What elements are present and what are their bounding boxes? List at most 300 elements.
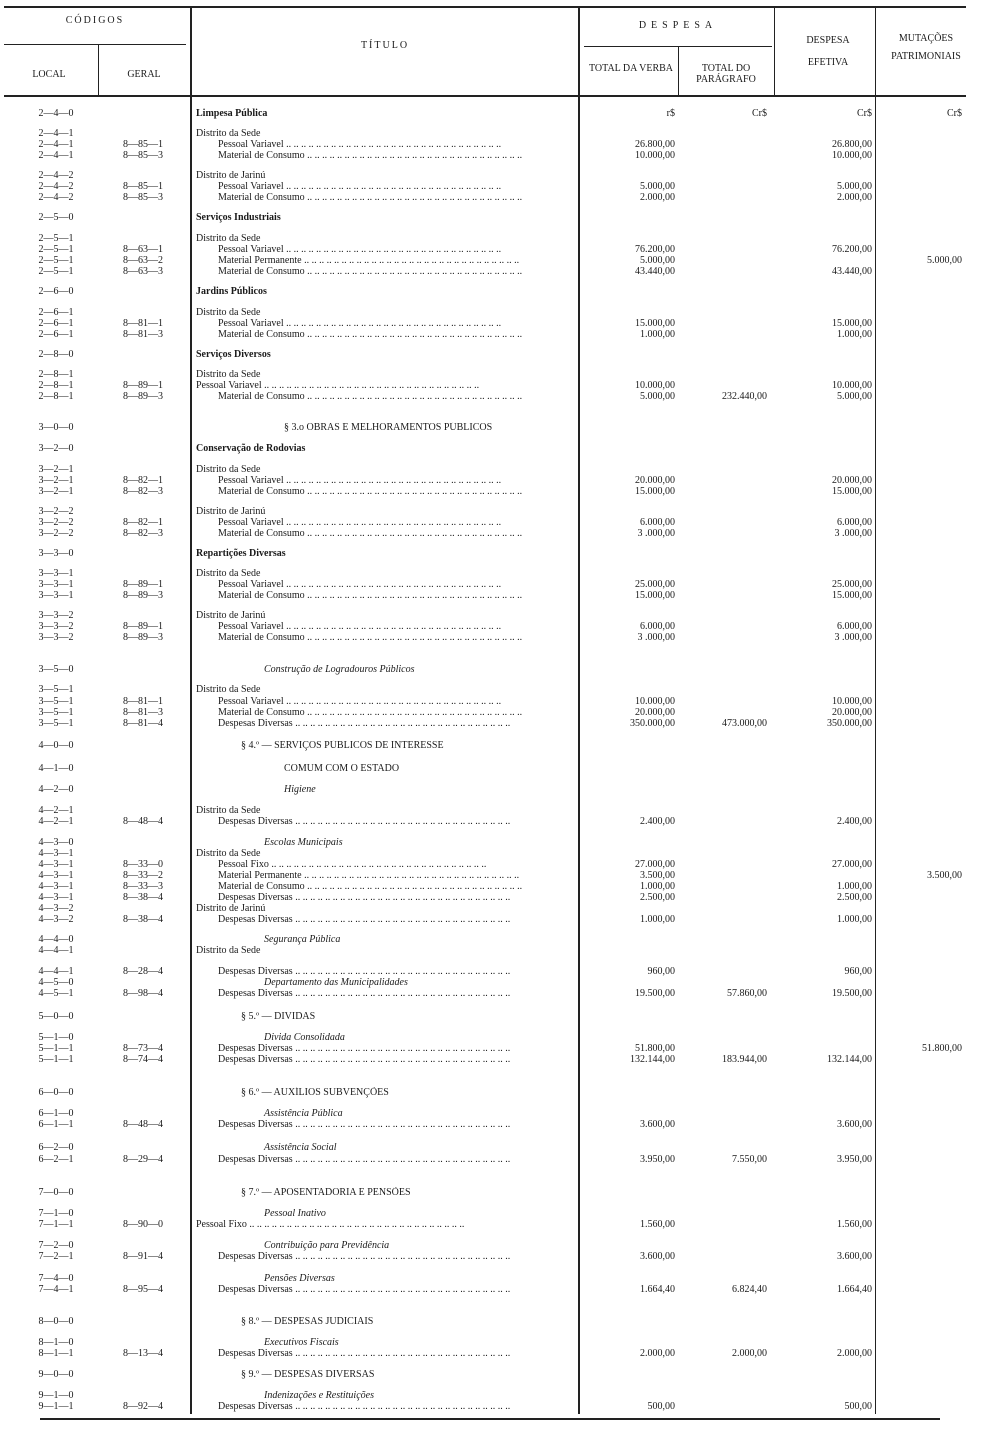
table-row [0,1011,981,1022]
local-code: 9—1—0 [38,1390,74,1401]
local-code: 2—6—1 [38,329,74,340]
local-code: 3—2—1 [38,486,74,497]
row-title: Pessoal Fixo .. .. .. .. .. .. .. .. .. .. .. .. .. .. .. .. .. .. .. .. .. .. .. .. .. .. .. .. .. [196,1219,465,1230]
table-row [0,244,981,255]
total-paragrafo-value: 7.550,00 [732,1154,767,1165]
header-despesa-efetiva: DESPESA EFETIVA [806,35,850,68]
local-code: 3—0—0 [38,422,74,433]
local-code: 2—5—0 [38,212,74,223]
table-row [0,870,981,881]
local-code: 2—4—2 [38,192,74,203]
total-verba-value: 350.000,00 [630,718,675,729]
row-title: Material de Consumo .. .. .. .. .. .. .. .. .. .. .. .. .. .. .. .. .. .. .. .. .. .. .. .. .. .. .. .. .. [218,266,523,277]
despesa-efetiva-value: 3.600,00 [837,1251,872,1262]
row-title: Serviços Industriais [196,212,281,223]
total-verba-value: 19.500,00 [635,988,675,999]
local-code: 4—2—0 [38,784,74,795]
local-code: 7—2—0 [38,1240,74,1251]
local-code: 3—5—1 [38,684,74,695]
table-row [0,212,981,223]
despesa-efetiva-value: 26.800,00 [832,139,872,150]
despesa-efetiva-value: 960,00 [844,966,872,977]
row-title: Material de Consumo .. .. .. .. .. .. .. .. .. .. .. .. .. .. .. .. .. .. .. .. .. .. .. .. .. .. .. .. .. [218,192,523,203]
table-row [0,837,981,848]
despesa-efetiva-value: 3.600,00 [837,1119,872,1130]
local-code: 4—1—0 [38,763,74,774]
total-verba-value: 6.000,00 [640,621,675,632]
row-title: Pessoal Variavel .. .. .. .. .. .. .. .. .. .. .. .. .. .. .. .. .. .. .. .. .. .. .. .. .. .. .. .. .. [218,244,502,255]
total-verba-value: 15.000,00 [635,590,675,601]
local-code: 3—3—2 [38,632,74,643]
row-title: Material de Consumo .. .. .. .. .. .. .. .. .. .. .. .. .. .. .. .. .. .. .. .. .. .. .. .. .. .. .. .. .. [218,528,523,539]
row-title: Divida Consolidada [264,1032,345,1043]
total-paragrafo-value: 232.440,00 [722,391,767,402]
despesa-efetiva-value: Cr$ [857,108,872,119]
local-code: 2—5—1 [38,244,74,255]
table-row [0,1032,981,1043]
row-title: Despesas Diversas .. .. .. .. .. .. .. .. .. .. .. .. .. .. .. .. .. .. .. .. .. .. .. .. .. .. .. .. .. [218,1251,511,1262]
local-code: 2—4—1 [38,139,74,150]
local-code: 2—8—0 [38,349,74,360]
local-code: 4—0—0 [38,740,74,751]
geral-code: 8—81—3 [123,329,163,340]
table-row [0,579,981,590]
table-row [0,945,981,956]
local-code: 2—6—1 [38,307,74,318]
table-row [0,1240,981,1251]
despesa-efetiva-value: 5.000,00 [837,391,872,402]
local-code: 3—2—0 [38,443,74,454]
table-row [0,128,981,139]
local-code: 4—3—2 [38,903,74,914]
table-row [0,170,981,181]
row-title: § 4.º — SERVIÇOS PÚBLICOS DE INTERESSE [241,740,444,751]
despesa-efetiva-value: 1.000,00 [837,914,872,925]
total-verba-value: 1.000,00 [640,329,675,340]
geral-code: 8—29—4 [123,1154,163,1165]
row-title: Despesas Diversas .. .. .. .. .. .. .. .. .. .. .. .. .. .. .. .. .. .. .. .. .. .. .. .. .. .. .. .. .. [218,914,511,925]
table-row [0,150,981,161]
table-row [0,1043,981,1054]
table-row [0,506,981,517]
table-row [0,1219,981,1230]
row-title: Contribuição para Previdência [264,1240,390,1251]
total-paragrafo-value: 6.824,40 [732,1284,767,1295]
row-title: Pessoal Fixo .. .. .. .. .. .. .. .. .. .. .. .. .. .. .. .. .. .. .. .. .. .. .. .. .. .. .. .. .. [218,859,487,870]
local-code: 2—6—1 [38,318,74,329]
row-title: Distrito da Sede [196,945,261,956]
row-title: § 7.º — APOSENTADORIA E PENSÕES [241,1187,411,1198]
row-title: Pessoal Variavel .. .. .. .. .. .. .. .. .. .. .. .. .. .. .. .. .. .. .. .. .. .. .. .. .. .. .. .. .. [218,579,502,590]
table-row [0,1087,981,1098]
local-code: 2—5—1 [38,255,74,266]
geral-code: 8—82—1 [123,475,163,486]
table-row [0,464,981,475]
geral-code: 8—63—1 [123,244,163,255]
local-code: 4—4—0 [38,934,74,945]
geral-code: 8—33—3 [123,881,163,892]
despesa-efetiva-value: 3 .000,00 [834,632,872,643]
geral-code: 8—28—4 [123,966,163,977]
header-total-verba: TOTAL DA VERBA [588,63,674,74]
row-title: Pessoal Variavel .. .. .. .. .. .. .. .. .. .. .. .. .. .. .. .. .. .. .. .. .. .. .. .. .. .. .. .. .. [218,621,502,632]
despesa-efetiva-value: 15.000,00 [832,590,872,601]
table-row [0,475,981,486]
table-row [0,903,981,914]
local-code: 7—2—1 [38,1251,74,1262]
table-row [0,1187,981,1198]
total-paragrafo-value: 183.944,00 [722,1054,767,1065]
row-title: Assistência Social [264,1142,337,1153]
geral-code: 8—89—1 [123,380,163,391]
despesa-efetiva-value: 1.000,00 [837,329,872,340]
table-row [0,349,981,360]
local-code: 4—2—1 [38,805,74,816]
local-code: 5—1—0 [38,1032,74,1043]
table-row [0,443,981,454]
row-title: Departamento das Municipalidades [264,977,408,988]
table-row [0,1054,981,1065]
local-code: 2—4—2 [38,181,74,192]
geral-code: 8—92—4 [123,1401,163,1412]
local-code: 7—0—0 [38,1187,74,1198]
row-title: Distrito de Jarinú [196,170,266,181]
local-code: 3—3—0 [38,548,74,559]
total-paragrafo-value: 473.000,00 [722,718,767,729]
table-row [0,632,981,643]
geral-code: 8—81—4 [123,718,163,729]
geral-code: 8—82—3 [123,528,163,539]
header-total-paragrafo: TOTAL DO PARÁGRAFO [696,63,756,85]
row-title: Jardins Públicos [196,286,267,297]
mutacoes-value: 5.000,00 [927,255,962,266]
despesa-efetiva-value: 6.000,00 [837,621,872,632]
total-verba-value: 26.800,00 [635,139,675,150]
row-title: Pensões Diversas [264,1273,335,1284]
table-row [0,1142,981,1153]
total-verba-value: 2.500,00 [640,892,675,903]
despesa-efetiva-value: 1.560,00 [837,1219,872,1230]
row-title: Material de Consumo .. .. .. .. .. .. .. .. .. .. .. .. .. .. .. .. .. .. .. .. .. .. .. .. .. .. .. .. .. [218,590,523,601]
local-code: 4—3—1 [38,848,74,859]
geral-code: 8—63—3 [123,266,163,277]
local-code: 3—3—2 [38,621,74,632]
geral-code: 8—73—4 [123,1043,163,1054]
geral-code: 8—33—2 [123,870,163,881]
geral-code: 8—89—1 [123,579,163,590]
table-row [0,181,981,192]
row-title: Material de Consumo .. .. .. .. .. .. .. .. .. .. .. .. .. .. .. .. .. .. .. .. .. .. .. .. .. .. .. .. .. [218,486,523,497]
despesa-efetiva-value: 1.664,40 [837,1284,872,1295]
row-title: Pessoal Variavel .. .. .. .. .. .. .. .. .. .. .. .. .. .. .. .. .. .. .. .. .. .. .. .. .. .. .. .. .. [218,181,502,192]
table-row [0,718,981,729]
row-title: Pessoal Variavel .. .. .. .. .. .. .. .. .. .. .. .. .. .. .. .. .. .. .. .. .. .. .. .. .. .. .. .. .. [196,380,480,391]
table-row [0,1208,981,1219]
local-code: 4—3—0 [38,837,74,848]
local-code: 3—3—1 [38,568,74,579]
row-title: Assistência Pública [264,1108,343,1119]
row-title: Material de Consumo .. .. .. .. .. .. .. .. .. .. .. .. .. .. .. .. .. .. .. .. .. .. .. .. .. .. .. .. .. [218,632,523,643]
row-title: Pessoal Inativo [264,1208,326,1219]
total-verba-value: 15.000,00 [635,486,675,497]
table-row [0,805,981,816]
table-row [0,859,981,870]
row-title: Despesas Diversas .. .. .. .. .. .. .. .. .. .. .. .. .. .. .. .. .. .. .. .. .. .. .. .. .. .. .. .. .. [218,1284,511,1295]
total-verba-value: 27.000,00 [635,859,675,870]
table-row [0,914,981,925]
geral-code: 8—13—4 [123,1348,163,1359]
despesa-efetiva-value: 76.200,00 [832,244,872,255]
local-code: 2—8—1 [38,380,74,391]
row-title: Construção de Logradouros Públicos [264,664,415,675]
row-title: Segurança Pública [264,934,341,945]
table-row [0,1108,981,1119]
local-code: 4—3—1 [38,870,74,881]
row-title: Despesas Diversas .. .. .. .. .. .. .. .. .. .. .. .. .. .. .. .. .. .. .. .. .. .. .. .. .. .. .. .. .. [218,718,511,729]
table-row [0,696,981,707]
table-row [0,266,981,277]
table-row [0,1154,981,1165]
local-code: 3—2—2 [38,506,74,517]
geral-code: 8—90—0 [123,1219,163,1230]
despesa-efetiva-value: 20.000,00 [832,707,872,718]
despesa-efetiva-value: 15.000,00 [832,318,872,329]
despesa-efetiva-value: 10.000,00 [832,150,872,161]
despesa-efetiva-value: 10.000,00 [832,696,872,707]
row-title: Despesas Diversas .. .. .. .. .. .. .. .. .. .. .. .. .. .. .. .. .. .. .. .. .. .. .. .. .. .. .. .. .. [218,966,511,977]
local-code: 7—4—0 [38,1273,74,1284]
row-title: Despesas Diversas .. .. .. .. .. .. .. .. .. .. .. .. .. .. .. .. .. .. .. .. .. .. .. .. .. .. .. .. .. [218,1054,511,1065]
despesa-efetiva-value: 6.000,00 [837,517,872,528]
local-code: 3—5—1 [38,718,74,729]
row-title: Distrito da Sede [196,805,261,816]
geral-code: 8—74—4 [123,1054,163,1065]
geral-code: 8—89—1 [123,621,163,632]
header-mutacoes: MUTAÇÕES PATRIMONIAIS [891,33,961,62]
geral-code: 8—38—4 [123,892,163,903]
row-title: Conservação de Rodovias [196,443,306,454]
row-title: Pessoal Variavel .. .. .. .. .. .. .. .. .. .. .. .. .. .. .. .. .. .. .. .. .. .. .. .. .. .. .. .. .. [218,318,502,329]
local-code: 6—1—0 [38,1108,74,1119]
table-row [0,1390,981,1401]
local-code: 4—4—1 [38,966,74,977]
table-row [0,517,981,528]
table-row [0,1369,981,1380]
geral-code: 8—81—1 [123,696,163,707]
despesa-efetiva-value: 500,00 [844,1401,872,1412]
total-verba-value: 20.000,00 [635,475,675,486]
despesa-efetiva-value: 19.500,00 [832,988,872,999]
table-row [0,892,981,903]
total-verba-value: 3 .000,00 [637,528,675,539]
local-code: 4—5—1 [38,988,74,999]
table-row [0,684,981,695]
row-title: Higiene [284,784,316,795]
row-title: Serviços Diversos [196,349,271,360]
row-title: Executivos Fiscais [264,1337,339,1348]
row-title: Despesas Diversas .. .. .. .. .. .. .. .. .. .. .. .. .. .. .. .. .. .. .. .. .. .. .. .. .. .. .. .. .. [218,988,511,999]
total-verba-value: 500,00 [647,1401,675,1412]
despesa-efetiva-value: 2.000,00 [837,1348,872,1359]
table-row [0,1273,981,1284]
row-title: § 3.o OBRAS E MELHORAMENTOS PÚBLICOS [284,422,493,433]
geral-code: 8—91—4 [123,1251,163,1262]
total-verba-value: 5.000,00 [640,255,675,266]
table-row [0,621,981,632]
total-verba-value: r$ [666,108,675,119]
local-code: 2—6—0 [38,286,74,297]
table-row [0,329,981,340]
table-row [0,233,981,244]
table-row [0,934,981,945]
total-verba-value: 15.000,00 [635,318,675,329]
total-verba-value: 1.664,40 [640,1284,675,1295]
local-code: 4—4—1 [38,945,74,956]
despesa-efetiva-value: 350.000,00 [827,718,872,729]
geral-code: 8—33—0 [123,859,163,870]
table-row [0,422,981,433]
total-verba-value: 6.000,00 [640,517,675,528]
table-row [0,139,981,150]
local-code: 9—1—1 [38,1401,74,1412]
local-code: 7—4—1 [38,1284,74,1295]
geral-code: 8—82—1 [123,517,163,528]
despesa-efetiva-value: 3 .000,00 [834,528,872,539]
geral-code: 8—98—4 [123,988,163,999]
table-row [0,610,981,621]
table-row [0,1348,981,1359]
table-row [0,740,981,751]
local-code: 2—4—2 [38,170,74,181]
table-row [0,380,981,391]
geral-code: 8—48—4 [123,816,163,827]
despesa-efetiva-value: 132.144,00 [827,1054,872,1065]
total-verba-value: 2.000,00 [640,1348,675,1359]
row-title: Repartições Diversas [196,548,286,559]
table-row [0,568,981,579]
table-row [0,108,981,119]
local-code: 4—3—1 [38,881,74,892]
local-code: 4—5—0 [38,977,74,988]
row-title: Distrito da Sede [196,128,261,139]
table-row [0,1316,981,1327]
local-code: 6—2—0 [38,1142,74,1153]
row-title: § 5.º — DIVIDAS [241,1011,316,1022]
table-row [0,966,981,977]
local-code: 3—3—1 [38,590,74,601]
despesa-efetiva-value: 2.000,00 [837,192,872,203]
despesa-efetiva-value: 25.000,00 [832,579,872,590]
row-title: Escolas Municipais [264,837,343,848]
total-verba-value: 3 .000,00 [637,632,675,643]
table-row [0,255,981,266]
mutacoes-value: 51.800,00 [922,1043,962,1054]
local-code: 3—5—1 [38,696,74,707]
row-title: § 9.º — DESPESAS DIVERSAS [241,1369,375,1380]
row-title: Despesas Diversas .. .. .. .. .. .. .. .. .. .. .. .. .. .. .. .. .. .. .. .. .. .. .. .. .. .. .. .. .. [218,1154,511,1165]
local-code: 3—2—1 [38,464,74,475]
despesa-efetiva-value: 15.000,00 [832,486,872,497]
geral-code: 8—89—3 [123,632,163,643]
local-code: 5—1—1 [38,1043,74,1054]
total-paragrafo-value: Cr$ [752,108,767,119]
table-row [0,707,981,718]
row-title: Distrito da Sede [196,369,261,380]
row-title: Despesas Diversas .. .. .. .. .. .. .. .. .. .. .. .. .. .. .. .. .. .. .. .. .. .. .. .. .. .. .. .. .. [218,816,511,827]
table-row [0,816,981,827]
local-code: 6—1—1 [38,1119,74,1130]
total-verba-value: 43.440,00 [635,266,675,277]
header-titulo: TÍTULO [360,40,410,51]
row-title: Material de Consumo .. .. .. .. .. .. .. .. .. .. .. .. .. .. .. .. .. .. .. .. .. .. .. .. .. .. .. .. .. [218,391,523,402]
geral-code: 8—95—4 [123,1284,163,1295]
table-row [0,664,981,675]
mutacoes-value: 3.500,00 [927,870,962,881]
total-verba-value: 10.000,00 [635,380,675,391]
geral-code: 8—63—2 [123,255,163,266]
total-verba-value: 2.400,00 [640,816,675,827]
row-title: Material Permanente .. .. .. .. .. .. .. .. .. .. .. .. .. .. .. .. .. .. .. .. .. .. .. .. .. .. .. .. .. [218,255,520,266]
table-row [0,763,981,774]
local-code: 8—1—1 [38,1348,74,1359]
row-title: Distrito da Sede [196,464,261,475]
row-title: Material de Consumo .. .. .. .. .. .. .. .. .. .. .. .. .. .. .. .. .. .. .. .. .. .. .. .. .. .. .. .. .. [218,707,523,718]
despesa-efetiva-value: 1.000,00 [837,881,872,892]
local-code: 2—5—1 [38,233,74,244]
local-code: 2—4—1 [38,150,74,161]
local-code: 3—2—2 [38,528,74,539]
row-title: Distrito de Jarinú [196,903,266,914]
row-title: Material de Consumo .. .. .. .. .. .. .. .. .. .. .. .. .. .. .. .. .. .. .. .. .. .. .. .. .. .. .. .. .. [218,881,523,892]
header-codigos: CÓDIGOS [65,15,125,26]
local-code: 2—5—1 [38,266,74,277]
table-row [0,369,981,380]
geral-code: 8—81—3 [123,707,163,718]
row-title: Distrito da Sede [196,568,261,579]
local-code: 2—4—0 [38,108,74,119]
total-verba-value: 51.800,00 [635,1043,675,1054]
local-code: 5—0—0 [38,1011,74,1022]
table-row [0,784,981,795]
row-title: Pessoal Variavel .. .. .. .. .. .. .. .. .. .. .. .. .. .. .. .. .. .. .. .. .. .. .. .. .. .. .. .. .. [218,139,502,150]
header-local: LOCAL [32,69,66,80]
local-code: 3—5—1 [38,707,74,718]
row-title: Despesas Diversas .. .. .. .. .. .. .. .. .. .. .. .. .. .. .. .. .. .. .. .. .. .. .. .. .. .. .. .. .. [218,1348,511,1359]
header-geral: GERAL [127,69,161,80]
geral-code: 8—89—3 [123,391,163,402]
table-row [0,486,981,497]
local-code: 2—8—1 [38,391,74,402]
despesa-efetiva-value: 2.500,00 [837,892,872,903]
local-code: 6—0—0 [38,1087,74,1098]
total-verba-value: 1.560,00 [640,1219,675,1230]
total-verba-value: 3.500,00 [640,870,675,881]
total-verba-value: 960,00 [647,966,675,977]
row-title: Distrito de Jarinú [196,610,266,621]
despesa-efetiva-value: 43.440,00 [832,266,872,277]
total-verba-value: 10.000,00 [635,696,675,707]
row-title: Material de Consumo .. .. .. .. .. .. .. .. .. .. .. .. .. .. .. .. .. .. .. .. .. .. .. .. .. .. .. .. .. [218,329,523,340]
row-title: Distrito da Sede [196,848,261,859]
geral-code: 8—85—1 [123,139,163,150]
geral-code: 8—85—3 [123,192,163,203]
geral-code: 8—85—1 [123,181,163,192]
despesa-efetiva-value: 3.950,00 [837,1154,872,1165]
row-title: Distrito de Jarinú [196,506,266,517]
table-row [0,848,981,859]
total-verba-value: 5.000,00 [640,181,675,192]
row-title: § 6.º — AUXÍLIOS SUBVENÇÕES [241,1087,389,1098]
